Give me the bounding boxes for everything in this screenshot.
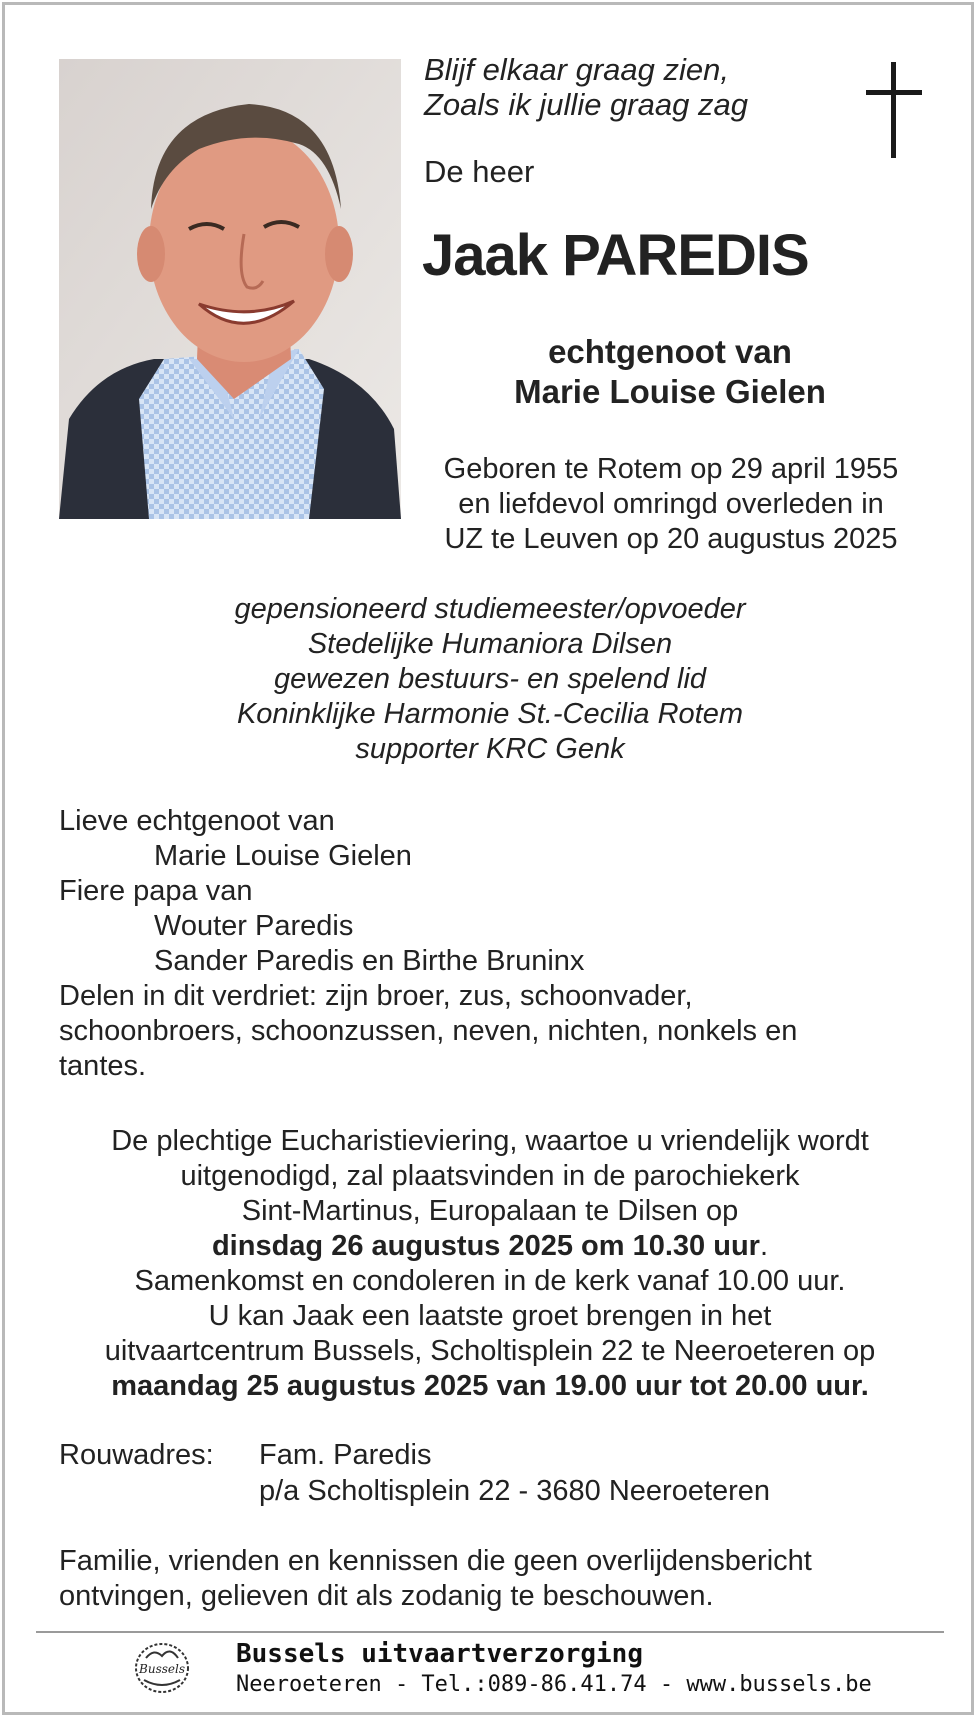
birth-line-2: en liefdevol omringd overleden in (458, 488, 884, 520)
address-label: Rouwadres: (59, 1439, 214, 1471)
visitation-date: maandag 25 augustus 2025 van 19.00 uur tot 20.00 uur. (111, 1370, 869, 1402)
footer-funeral-home (236, 1638, 872, 1700)
funeral-home-contact: Neeroeteren - Tel.:089-86.41.74 - www.bussels.be (236, 1672, 872, 1697)
service-line: uitgenodigd, zal plaatsvinden in de parochiekerk (180, 1160, 800, 1192)
career-item: supporter KRC Genk (355, 733, 625, 765)
spouse-intro: echtgenoot van (548, 333, 792, 370)
deceased-name: Jaak PAREDIS (422, 223, 809, 288)
service-date-suffix: . (759, 1230, 769, 1262)
career-item: Stedelijke Humaniora Dilsen (307, 628, 673, 660)
funeral-home-name: Bussels uitvaartverzorging (236, 1639, 643, 1669)
service-date-line (40, 1229, 940, 1264)
family-spouse-intro: Lieve echtgenoot van (59, 805, 335, 837)
family-spouse-name: Marie Louise Gielen (154, 840, 412, 872)
notice-line-1: Familie, vrienden en kennissen die geen overlijdensbericht (59, 1545, 812, 1577)
birth-death-info (414, 452, 928, 557)
salutation: De heer (424, 154, 535, 189)
svg-text:Bussels: Bussels (139, 1662, 185, 1676)
family-grief-line: tantes. (59, 1050, 147, 1082)
address-line-1: Fam. Paredis (259, 1439, 432, 1471)
career-list (150, 592, 830, 767)
verse-line-2: Zoals ik jullie graag zag (424, 87, 748, 122)
address-line-2: p/a Scholtisplein 22 - 3680 Neeroeteren (259, 1475, 771, 1507)
cross-icon (866, 62, 922, 158)
service-line: Samenkomst en condoleren in de kerk vanaf 10.00 uur. (134, 1265, 846, 1297)
family-grief-line: schoonbroers, schoonzussen, neven, nichten, nonkels en (59, 1015, 798, 1047)
family-child: Sander Paredis en Birthe Bruninx (154, 945, 585, 977)
service-line: U kan Jaak een laatste groet brengen in het (208, 1300, 772, 1332)
service-line: De plechtige Eucharistieviering, waartoe u vriendelijk wordt (111, 1125, 869, 1157)
funeral-service-info (40, 1124, 940, 1404)
service-line: uitvaartcentrum Bussels, Scholtisplein 22 te Neeroeteren op (104, 1335, 876, 1367)
notice-line-2: ontvingen, gelieven dit als zodanig te beschouwen. (59, 1580, 714, 1612)
family-child: Wouter Paredis (154, 910, 354, 942)
verse-line-1: Blijf elkaar graag zien, (424, 52, 729, 87)
service-line: Sint-Martinus, Europalaan te Dilsen op (241, 1195, 739, 1227)
career-item: gepensioneerd studiemeester/opvoeder (234, 593, 746, 625)
family-section (59, 804, 939, 1084)
memorial-verse (424, 52, 748, 122)
birth-line-1: Geboren te Rotem op 29 april 1955 (443, 453, 899, 485)
closing-notice (59, 1544, 939, 1614)
career-item: Koninklijke Harmonie St.-Cecilia Rotem (236, 698, 744, 730)
footer-divider (36, 1631, 944, 1633)
mourning-address (59, 1437, 770, 1509)
family-children-intro: Fiere papa van (59, 875, 253, 907)
bussels-logo-icon (132, 1640, 192, 1696)
family-grief-line: Delen in dit verdriet: zijn broer, zus, schoonvader, (59, 980, 693, 1012)
career-item: gewezen bestuurs- en spelend lid (273, 663, 707, 695)
portrait-photo (59, 59, 401, 519)
spouse-name: Marie Louise Gielen (514, 373, 826, 410)
service-date: dinsdag 26 augustus 2025 om 10.30 uur (211, 1230, 760, 1262)
birth-line-3: UZ te Leuven op 20 augustus 2025 (444, 523, 898, 555)
spouse-heading (420, 332, 920, 412)
